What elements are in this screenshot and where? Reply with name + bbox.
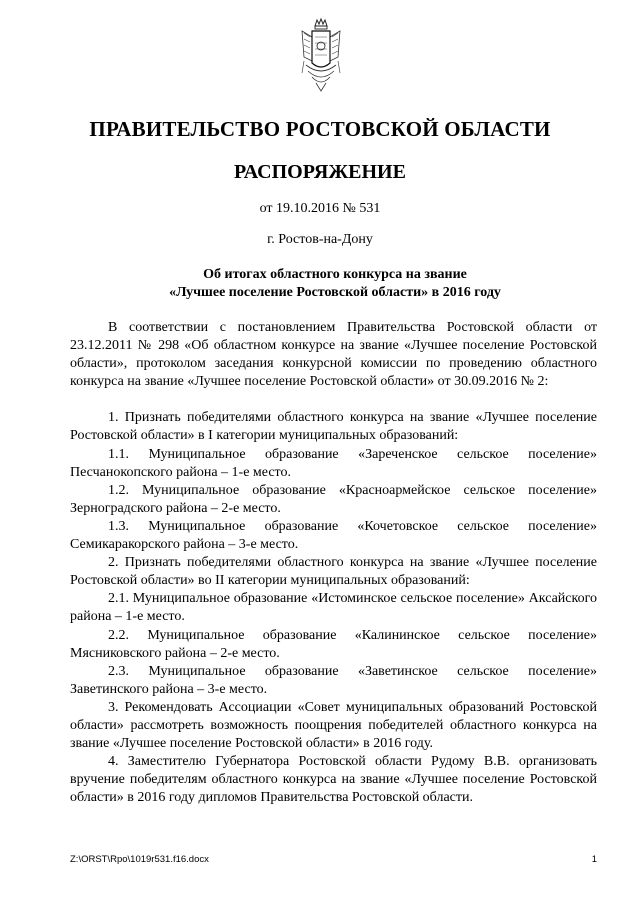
document-type-title: РАСПОРЯЖЕНИЕ [234,161,406,183]
item-1-1: 1.1. Муниципальное образование «Зареченское сельское поселение» Песчанокопского района – 1-е место. [70,446,597,480]
item-2-3: 2.3. Муниципальное образование «Заветинское сельское поселение» Заветинского района – 3-е место. [70,663,597,697]
page-footer [70,854,597,865]
rostov-region-coat-of-arms-icon [298,17,344,93]
document-body [70,319,597,807]
subject-line-1: Об итогах областного конкурса на звание [203,267,467,282]
item-1-3: 1.3. Муниципальное образование «Кочетовское сельское поселение» Семикаракорского района – 3-е место. [70,518,597,553]
page-number: 1 [591,854,597,865]
item-4: 4. Заместителю Губернатора Ростовской области Рудому В.В. организовать вручение победителям областного конкурса на звание «Лучшее поселение Ростовской области» в 2016 году дипломов Правительства Ростовской области. [70,754,597,806]
item-2-2: 2.2. Муниципальное образование «Калининское сельское поселение» Мясниковского района – 2-е место. [70,627,597,661]
document-date-number: от 19.10.2016 № 531 [259,201,381,216]
item-2: 2. Признать победителями областного конкурса на звание «Лучшее поселение Ростовской области» во II категории муниципальных образований: [70,555,597,589]
preamble-paragraph: В соответствии с постановлением Правительства Ростовской области от 23.12.2011 № 298 «Об областном конкурсе на звание «Лучшее поселение Ростовской области», протоколом заседания конкурсной комиссии по проведению областного конкурса на звание «Лучшее поселение Ростовской области» от 30.09.2016 № 2: [70,320,597,390]
item-3: 3. Рекомендовать Ассоциации «Совет муниципальных образований Ростовской области» рассмотреть возможность поощрения победителей областного конкурса на звание «Лучшее поселение Ростовской области» в 2016 году. [70,699,597,752]
government-title: ПРАВИТЕЛЬСТВО РОСТОВСКОЙ ОБЛАСТИ [89,117,551,141]
document-city: г. Ростов-на-Дону [267,232,373,247]
document-subject [70,266,600,302]
item-1: 1. Признать победителями областного конкурса на звание «Лучшее поселение Ростовской области» в I категории муниципальных образований: [70,410,597,444]
subject-line-2: «Лучшее поселение Ростовской области» в 2016 году [169,285,501,300]
item-2-1: 2.1. Муниципальное образование «Истоминское сельское поселение» Аксайского района – 1-е место. [70,591,597,625]
item-1-2: 1.2. Муниципальное образование «Красноармейское сельское поселение» Зерноградского района – 2-е место. [70,482,597,516]
file-path: Z:\ORST\Rpo\1019r531.f16.docx [70,854,209,865]
